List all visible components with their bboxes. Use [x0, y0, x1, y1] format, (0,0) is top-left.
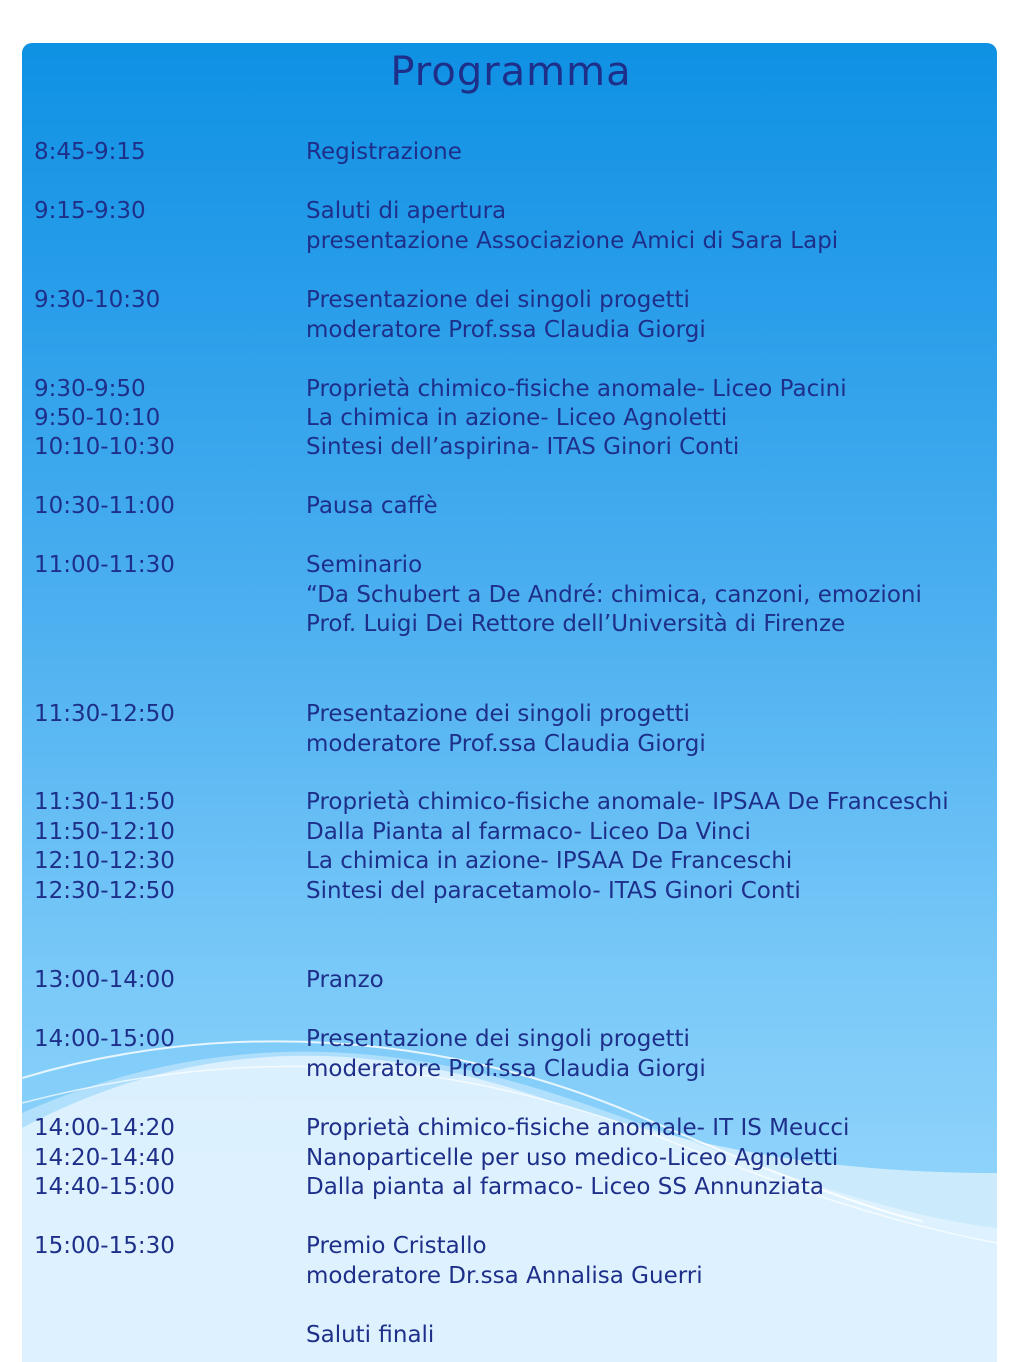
- page-title: Programma: [390, 49, 632, 95]
- schedule-time: 11:50-12:10: [34, 819, 175, 845]
- schedule-description: Proprietà chimico-fisiche anomale- Liceo Pacini: [306, 376, 847, 402]
- schedule-description: Presentazione dei singoli progetti: [306, 701, 690, 727]
- schedule-description: Saluti finali: [306, 1322, 435, 1348]
- schedule-description: Pausa caffè: [306, 493, 438, 519]
- schedule-description: presentazione Associazione Amici di Sara Lapi: [306, 227, 839, 254]
- schedule-description: Sintesi del paracetamolo- ITAS Ginori Conti: [306, 878, 801, 904]
- schedule-description: La chimica in azione- Liceo Agnoletti: [306, 405, 728, 431]
- schedule-time: 9:15-9:30: [34, 198, 146, 224]
- schedule-time: 15:00-15:30: [34, 1233, 175, 1259]
- schedule-time: 9:30-9:50: [34, 376, 146, 402]
- schedule-time: 14:40-15:00: [34, 1174, 175, 1200]
- schedule-time: 14:00-15:00: [34, 1026, 175, 1052]
- schedule-time: 11:30-12:50: [34, 701, 175, 727]
- schedule-description: Prof. Luigi Dei Rettore dell’Università di Firenze: [306, 611, 846, 638]
- schedule-description: Presentazione dei singoli progetti: [306, 287, 690, 313]
- schedule-time: 11:30-11:50: [34, 789, 175, 815]
- schedule-description: Proprietà chimico-fisiche anomale- IPSAA De Franceschi: [306, 789, 949, 815]
- schedule-description: moderatore Prof.ssa Claudia Giorgi: [306, 730, 706, 757]
- schedule-description: moderatore Prof.ssa Claudia Giorgi: [306, 1055, 706, 1082]
- schedule-time: 14:20-14:40: [34, 1145, 175, 1171]
- schedule-description: Proprietà chimico-fisiche anomale- IT IS Meucci: [306, 1115, 850, 1141]
- schedule-time: 9:30-10:30: [34, 287, 161, 313]
- schedule-description: Pranzo: [306, 967, 384, 993]
- schedule-description: moderatore Dr.ssa Annalisa Guerri: [306, 1262, 703, 1289]
- schedule-description: Nanoparticelle per uso medico-Liceo Agnoletti: [306, 1145, 839, 1171]
- schedule-time: 10:30-11:00: [34, 493, 175, 519]
- schedule-time: 9:50-10:10: [34, 405, 161, 431]
- schedule-description: Sintesi dell’aspirina- ITAS Ginori Conti: [306, 434, 740, 460]
- schedule-description: Presentazione dei singoli progetti: [306, 1026, 690, 1052]
- schedule-description: Saluti di apertura: [306, 198, 507, 224]
- schedule-description: “Da Schubert a De André: chimica, canzoni, emozioni: [306, 581, 922, 608]
- schedule-description: Dalla pianta al farmaco- Liceo SS Annunziata: [306, 1174, 824, 1200]
- schedule-time: 12:10-12:30: [34, 848, 175, 874]
- schedule-time: 13:00-14:00: [34, 967, 175, 993]
- schedule-description: La chimica in azione- IPSAA De Franceschi: [306, 848, 793, 874]
- schedule-description: Registrazione: [306, 139, 462, 165]
- schedule-description: moderatore Prof.ssa Claudia Giorgi: [306, 316, 706, 343]
- schedule-description: Dalla Pianta al farmaco- Liceo Da Vinci: [306, 819, 751, 845]
- schedule-time: 8:45-9:15: [34, 139, 146, 165]
- schedule-time: 14:00-14:20: [34, 1115, 175, 1141]
- schedule-time: 10:10-10:30: [34, 434, 175, 460]
- schedule-description: Premio Cristallo: [306, 1233, 487, 1259]
- schedule-time: 11:00-11:30: [34, 552, 175, 578]
- schedule-time: 12:30-12:50: [34, 878, 175, 904]
- schedule-description: Seminario: [306, 552, 423, 578]
